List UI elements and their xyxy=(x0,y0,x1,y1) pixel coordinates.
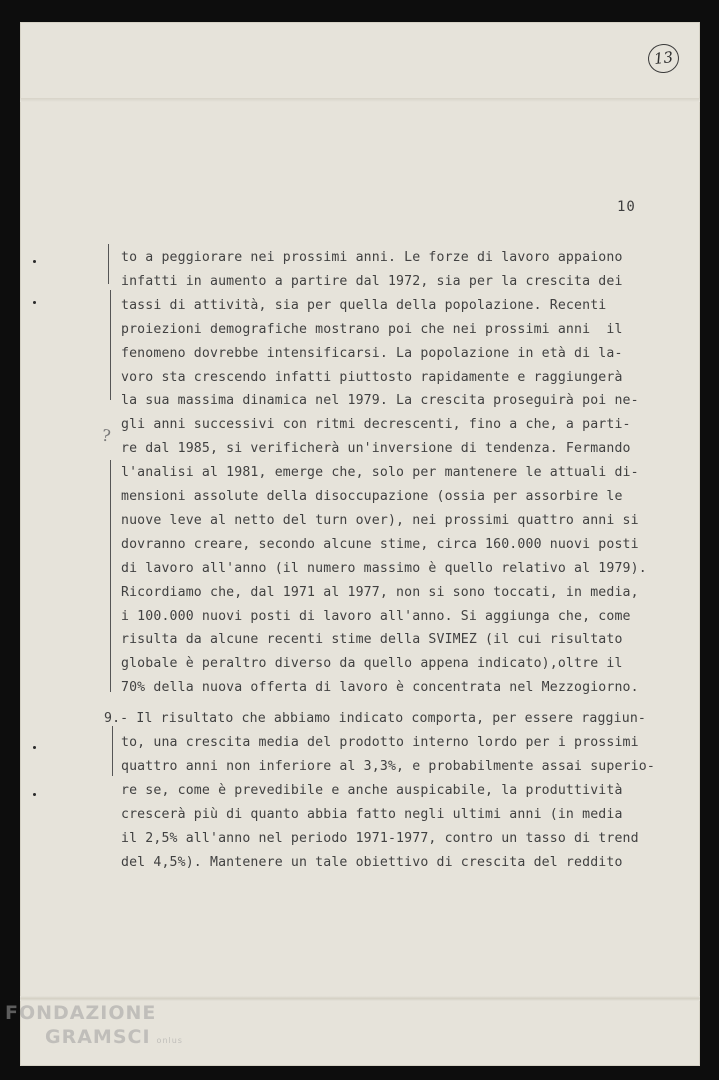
margin-bracket xyxy=(110,460,111,692)
binder-hole-dot xyxy=(33,301,36,304)
text-line: quattro anni non inferiore al 3,3%, e probabilmente assai superio- xyxy=(121,758,655,774)
page-number: 10 xyxy=(617,199,636,215)
text-line: fenomeno dovrebbe intensificarsi. La popolazione in età di la- xyxy=(121,345,623,361)
text-line: i 100.000 nuovi posti di lavoro all'anno. Si aggiunga che, come xyxy=(121,608,631,624)
text-line: to, una crescita media del prodotto interno lordo per i prossimi xyxy=(121,735,639,750)
margin-pencil-mark: ? xyxy=(100,425,112,446)
text-line: di lavoro all'anno (il numero massimo è quello relativo al 1979). xyxy=(121,560,647,576)
paper-fold-top xyxy=(20,98,700,102)
margin-bracket xyxy=(108,244,109,284)
text-line: crescerà più di quanto abbia fatto negli ultimi anni (in media xyxy=(121,806,623,822)
text-line: proiezioni demografiche mostrano poi che nei prossimi anni il xyxy=(121,321,623,337)
watermark-line-1: FONDAZIONE xyxy=(5,1002,157,1024)
watermark-line-2-text: GRAMSCI xyxy=(45,1026,151,1048)
text-line: globale è peraltro diverso da quello appena indicato),oltre il xyxy=(121,656,623,672)
text-line: nuove leve al netto del turn over), nei prossimi quattro anni si xyxy=(121,512,639,528)
binder-hole-dot xyxy=(33,260,36,263)
fondazione-gramsci-watermark xyxy=(5,1002,183,1048)
text-line: del 4,5%). Mantenere un tale obiettivo di crescita del reddito xyxy=(121,854,623,870)
text-line: mensioni assolute della disoccupazione (ossia per assorbire le xyxy=(121,489,623,504)
text-line: dovranno creare, secondo alcune stime, circa 160.000 nuovi posti xyxy=(121,536,639,552)
watermark-line-2 xyxy=(45,1026,183,1048)
text-line: Ricordiamo che, dal 1971 al 1977, non si sono toccati, in media, xyxy=(121,584,639,600)
text-line: 70% della nuova offerta di lavoro è concentrata nel Mezzogiorno. xyxy=(121,680,639,696)
watermark-subtitle: onlus xyxy=(156,1036,183,1045)
text-line: risulta da alcune recenti stime della SVIMEZ (il cui risultato xyxy=(121,632,623,648)
binder-hole-dot xyxy=(33,746,36,749)
text-line: l'analisi al 1981, emerge che, solo per mantenere le attuali di- xyxy=(121,465,639,481)
text-line: re se, come è prevedibile e anche auspicabile, la produttività xyxy=(121,782,623,798)
text-line: voro sta crescendo infatti piuttosto rapidamente e raggiungerà xyxy=(121,369,623,385)
text-line: il 2,5% all'anno nel periodo 1971-1977, contro un tasso di trend xyxy=(121,830,639,846)
paragraph-2-first-line: 9.- Il risultato che abbiamo indicato comporta, per essere raggiun- xyxy=(104,711,646,726)
text-line: la sua massima dinamica nel 1979. La crescita proseguirà poi ne- xyxy=(121,393,639,409)
text-line: re dal 1985, si verificherà un'inversione di tendenza. Fermando xyxy=(121,441,631,457)
text-line: gli anni successivi con ritmi decrescenti, fino a che, a parti- xyxy=(121,417,631,433)
text-line: infatti in aumento a partire dal 1972, sia per la crescita dei xyxy=(121,273,623,289)
margin-bracket xyxy=(112,726,113,776)
binder-hole-dot xyxy=(33,793,36,796)
text-line: to a peggiorare nei prossimi anni. Le forze di lavoro appaiono xyxy=(121,250,623,265)
archive-page-stamp: 13 xyxy=(647,42,681,74)
paper-fold-bottom xyxy=(20,996,700,1001)
text-line: tassi di attività, sia per quella della popolazione. Recenti xyxy=(121,297,607,313)
margin-bracket xyxy=(110,290,111,400)
